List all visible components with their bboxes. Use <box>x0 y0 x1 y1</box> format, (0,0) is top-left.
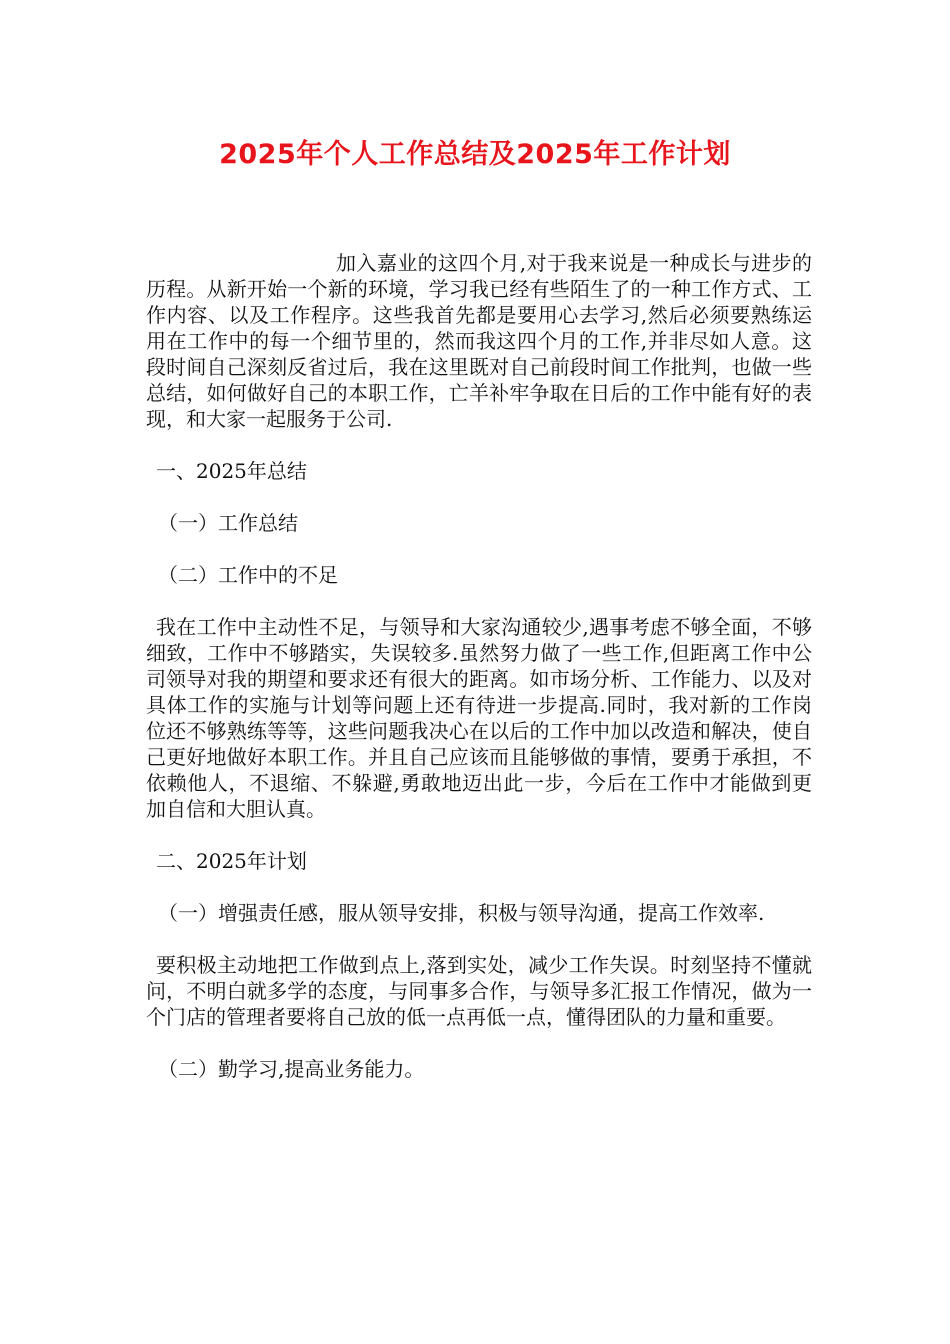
section2-subheading-responsibility: （一）增强责任感，服从领导安排，积极与领导沟通，提高工作效率. <box>158 901 765 925</box>
responsibility-paragraph: 要积极主动地把工作做到点上,落到实处，减少工作失误。时刻坚持不懂就问，不明白就多学的态度，与同事多合作，与领导多汇报工作情况，做为一个门店的管理者要将自己放的低一点再低一点，懂得团队的力量和重要。 <box>146 953 812 1029</box>
document-body <box>146 250 812 1082</box>
section1-subheading-shortcomings: （二）工作中的不足 <box>158 563 338 587</box>
section2-heading: 二、2025年计划 <box>156 849 307 873</box>
section2-subheading-study: （二）勤学习,提高业务能力。 <box>158 1057 425 1081</box>
shortcomings-paragraph: 我在工作中主动性不足，与领导和大家沟通较少,遇事考虑不够全面，不够细致，工作中不够踏实，失误较多.虽然努力做了一些工作,但距离工作中公司领导对我的期望和要求还有很大的距离。如市场分析、工作能力、以及对具体工作的实施与计划等问题上还有待进一步提高.同时，我对新的工作岗位还不够熟练等等，这些问题我决心在以后的工作中加以改造和解决，使自己更好地做好本职工作。并且自己应该而且能够做的事情，要勇于承担，不依赖他人，不退缩、不躲避,勇敢地迈出此一步，今后在工作中才能做到更加自信和大胆认真。 <box>146 615 812 821</box>
section1-subheading-work-summary: （一）工作总结 <box>158 511 298 535</box>
section1-heading: 一、2025年总结 <box>156 459 307 483</box>
document-title: 2025年个人工作总结及2025年工作计划 <box>219 139 731 170</box>
intro-paragraph: 加入嘉业的这四个月,对于我来说是一种成长与进步的历程。从新开始一个新的环境，学习我已经有些陌生了的一种工作方式、工作内容、以及工作程序。这些我首先都是要用心去学习,然后必须要熟练运用在工作中的每一个细节里的，然而我这四个月的工作,并非尽如人意。这段时间自己深刻反省过后，我在这里既对自己前段时间工作批判，也做一些总结，如何做好自己的本职工作，亡羊补牢争取在日后的工作中能有好的表现，和大家一起服务于公司. <box>146 251 812 431</box>
